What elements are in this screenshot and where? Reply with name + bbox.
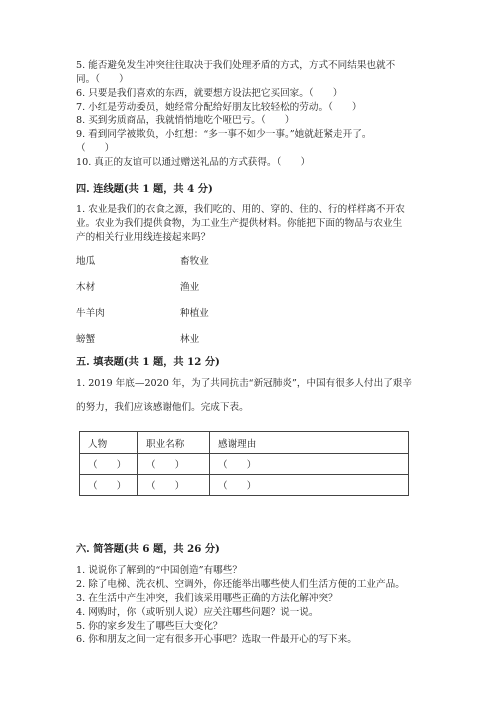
section-4-question-line-3: 产的相关行业用线连接起来吗？ bbox=[76, 232, 211, 243]
short-answer-item: 1. 说说你了解到的“中国创造”有哪些？ bbox=[76, 565, 242, 576]
short-answer-item: 4. 网购时，你（或听别人说）应关注哪些问题？说一说。 bbox=[76, 607, 319, 618]
blank-cell[interactable]: （ ） bbox=[80, 475, 138, 496]
match-left-item: 地瓜 bbox=[76, 256, 96, 267]
judge-item-5: 5. 能否避免发生冲突往往取决于我们处理矛盾的方式，方式不同结果也就不 bbox=[76, 60, 396, 71]
table-row bbox=[80, 475, 409, 496]
short-answer-item: 5. 你的家乡发生了哪些巨大变化？ bbox=[76, 621, 223, 632]
judge-item-10: 10. 真正的友谊可以通过赠送礼品的方式获得。（ ） bbox=[76, 157, 311, 168]
match-right-item: 种植业 bbox=[180, 308, 209, 319]
section-5-question-line-2: 的努力，我们应该感谢他们。完成下表。 bbox=[76, 402, 249, 413]
table-row bbox=[80, 454, 409, 475]
blank-cell[interactable]: （ ） bbox=[80, 454, 138, 475]
blank-cell[interactable]: （ ） bbox=[138, 454, 210, 475]
match-left-item: 螃蟹 bbox=[76, 334, 96, 345]
section-6-title: 六. 简答题(共 6 题，共 26 分) bbox=[76, 543, 220, 555]
short-answer-item: 3. 在生活中产生冲突，我们该采用哪些正确的方法化解冲突？ bbox=[76, 593, 338, 604]
section-4-title: 四. 连线题(共 1 题，共 4 分) bbox=[76, 183, 213, 195]
judge-item-5-cont: 同。（ ） bbox=[76, 74, 129, 85]
judge-item-7: 7. 小红是劳动委员，她经常分配给好朋友比较轻松的劳动。（ ） bbox=[76, 102, 362, 113]
blank-cell[interactable]: （ ） bbox=[138, 475, 210, 496]
match-right-item: 渔业 bbox=[180, 282, 200, 293]
header-cell: 感谢理由 bbox=[210, 432, 409, 454]
section-5-title: 五. 填表题(共 1 题，共 12 分) bbox=[76, 356, 220, 368]
section-5-question-line-1: 1. 2019 年底—2020 年，为了共同抗击“新冠肺炎”，中国有很多人付出了艰辛 bbox=[76, 378, 412, 389]
header-cell: 职业名称 bbox=[138, 432, 210, 454]
section-4-question-line-2: 业。农业为我们提供食物，为工业生产提供材料。你能把下面的物品与农业生 bbox=[76, 218, 403, 229]
judge-item-8: 8. 买到劣质商品，我就悄悄地吃个哑巴亏。（ ） bbox=[76, 115, 295, 126]
judge-item-9-cont: （ ） bbox=[76, 143, 115, 154]
table-header-row bbox=[80, 432, 409, 454]
section-4-question-line-1: 1. 农业是我们的衣食之源，我们吃的、用的、穿的、住的、行的样样离不开农 bbox=[76, 204, 405, 215]
judge-item-9: 9. 看到同学被欺负，小红想：“多一事不如少一事。”她就赶紧走开了。 bbox=[76, 129, 372, 140]
blank-cell[interactable]: （ ） bbox=[210, 475, 409, 496]
judge-item-6: 6. 只要是我们喜欢的东西，就要想方设法把它买回家。（ ） bbox=[76, 88, 343, 99]
header-cell: 人物 bbox=[80, 432, 138, 454]
match-right-item: 林业 bbox=[180, 334, 200, 345]
fill-table bbox=[79, 431, 409, 496]
blank-cell[interactable]: （ ） bbox=[210, 454, 409, 475]
match-left-item: 木材 bbox=[76, 282, 96, 293]
match-left-item: 牛羊肉 bbox=[76, 308, 105, 319]
short-answer-item: 6. 你和朋友之间一定有很多开心事吧？选取一件最开心的写下来。 bbox=[76, 634, 357, 645]
short-answer-item: 2. 除了电梯、洗衣机、空调外，你还能举出哪些使人们生活方便的工业产品。 bbox=[76, 579, 405, 590]
match-right-item: 畜牧业 bbox=[180, 256, 209, 267]
